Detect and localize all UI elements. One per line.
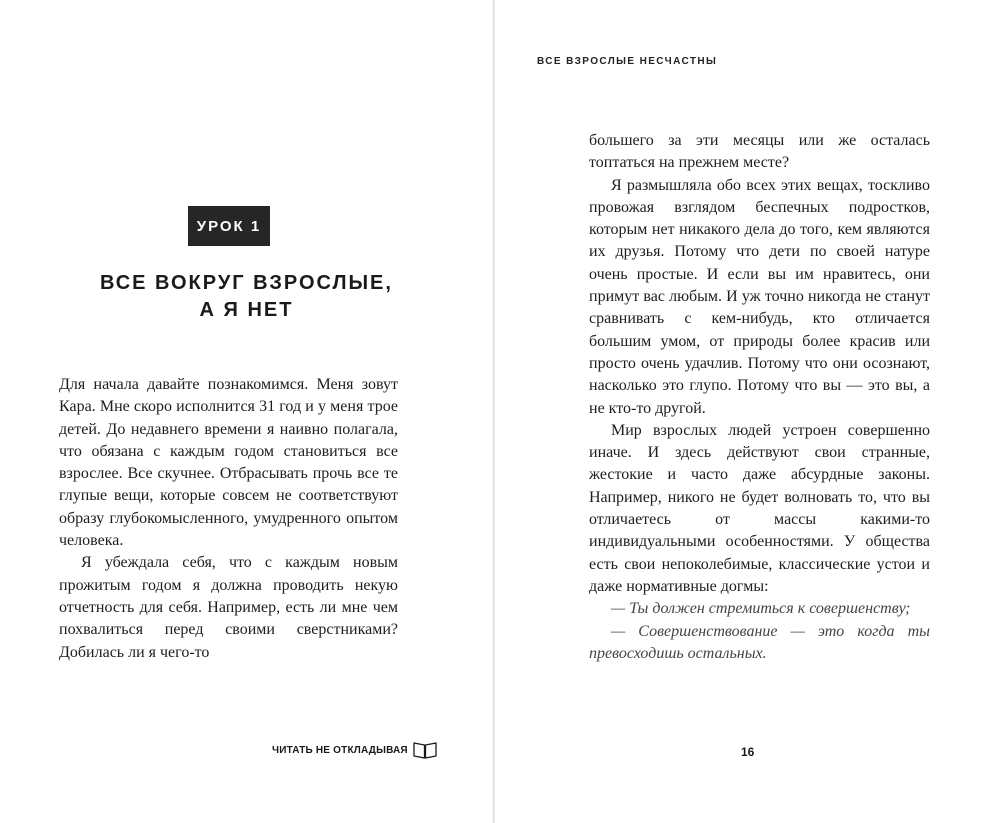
running-head: ВСЕ ВЗРОСЛЫЕ НЕСЧАСТНЫ <box>537 56 718 67</box>
paragraph: Я убеждала себя, что с каждым новым прожитым годом я должна проводить некую отчетность для себя. Например, есть ли мне чем похвалиться перед своими сверстниками? Добилась ли я чего-то <box>59 554 398 661</box>
paragraph: Мир взрослых людей устроен совершенно иначе. И здесь действуют свои странные, жестокие и часто даже абсурдные законы. Например, никого не будет волновать то, что вы отличаетесь от массы какими-то индивидуальными особенностями. У общества есть свои непоколебимые, классические устои и даже нормативные догмы: <box>589 421 930 595</box>
paragraph: Для начала давайте познакомимся. Меня зовут Кара. Мне скоро исполнится 31 год и у меня трое детей. До недавнего времени я наивно полагала, что обязана с каждым годом становиться все взрослее. Все скучнее. Отбрасывать прочь все те глупые вещи, которые совсем не соответствуют образу глубокомысленного, умудренного опытом человека. <box>59 376 398 550</box>
open-book-icon <box>413 741 437 759</box>
paragraph: большего за эти месяцы или же осталась топтаться на прежнем месте? <box>589 132 930 172</box>
lesson-badge: УРОК 1 <box>188 206 270 246</box>
quote-line: — Ты должен стремиться к совершенству; <box>611 600 911 618</box>
right-body-text <box>589 130 930 665</box>
chapter-title <box>40 270 453 324</box>
publisher-footer <box>272 741 437 759</box>
left-body-text <box>59 374 398 664</box>
left-page <box>0 0 493 823</box>
chapter-title-line: ВСЕ ВОКРУГ ВЗРОСЛЫЕ, <box>100 272 393 294</box>
page-number: 16 <box>741 745 755 759</box>
paragraph: Я размышляла обо всех этих вещах, тоскливо провожая взглядом беспечных подростков, которым нет никакого дела до того, кем являются их друзья. Потому что дети по своей натуре очень простые. И если вы им нравитесь, они примут вас любым. И уж точно никогда не станут сравнивать с кем-нибудь, кто отличается большим умом, от природы более красив или просто очень удачлив. Потому что они осознают, насколько это глупо. Потому что вы — это вы, а не кто-то другой. <box>589 176 930 417</box>
publisher-brand: ЧИТАТЬ НЕ ОТКЛАДЫВАЯ <box>272 744 408 756</box>
chapter-title-line: А Я НЕТ <box>199 299 294 321</box>
quote-line: — Совершенствование — это когда ты превосходишь остальных. <box>589 622 930 662</box>
